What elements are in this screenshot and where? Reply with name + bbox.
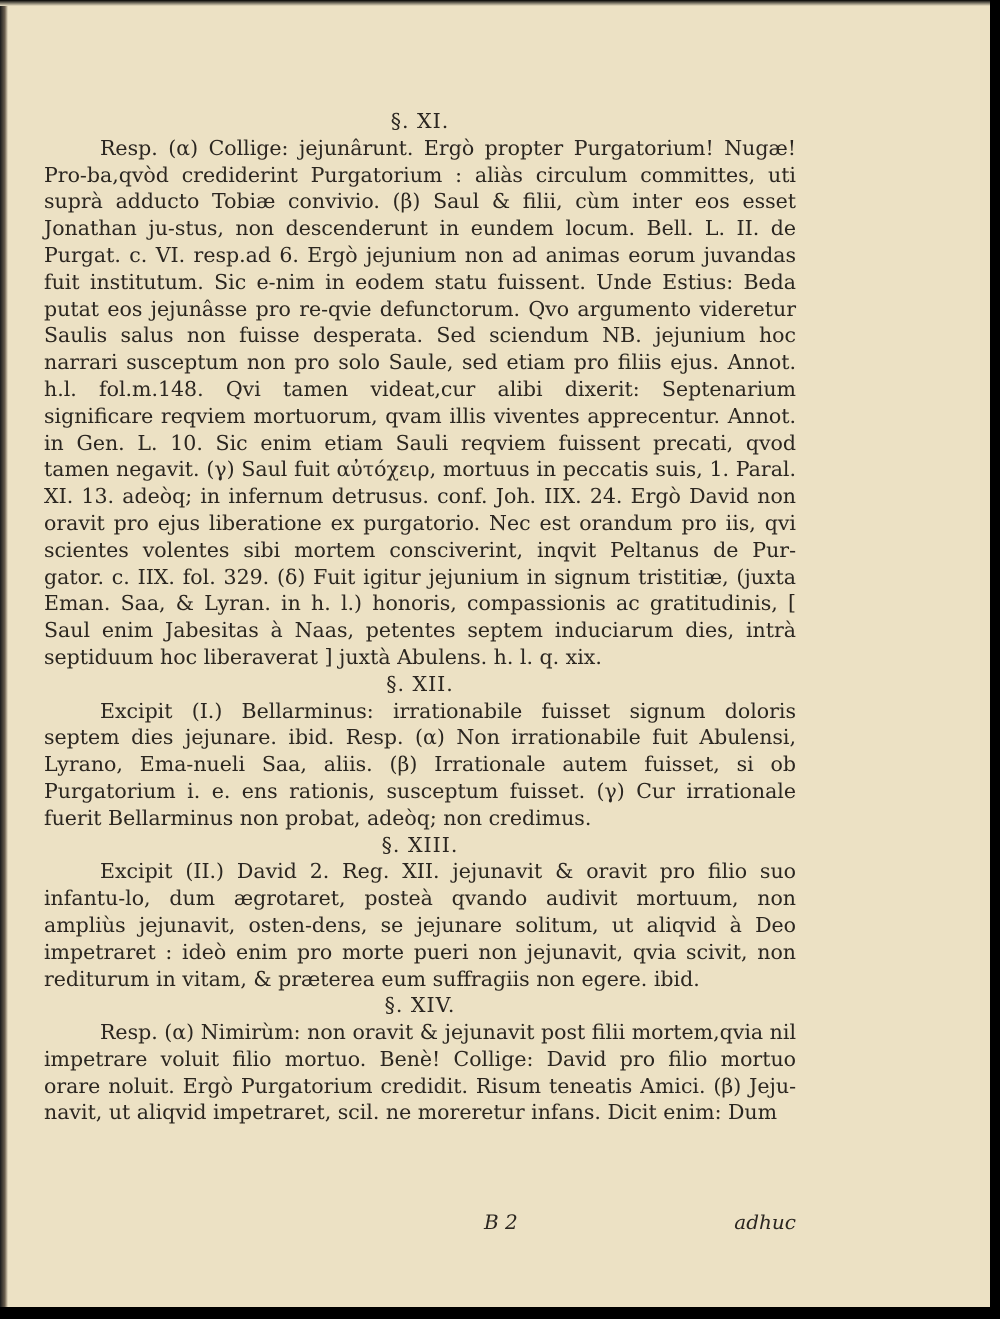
scan-border-right bbox=[990, 0, 1000, 1319]
paragraph: Excipit (II.) David 2. Reg. XII. jejunavit & oravit pro filio suo infantu-lo, dum ægrotaret, posteà qvando audivit mortuum, non ampliùs jejunavit, osten-dens, se jejunare solitum, ut aliqvid à Deo impetraret : ideò enim pro morte pueri non jejunavit, qvia scivit, non rediturum in vitam, & præterea eum suffragiis non egere. ibid. bbox=[44, 859, 796, 991]
page-body bbox=[44, 108, 796, 1126]
paragraph: Resp. (α) Collige: jejunârunt. Ergò propter Purgatorium! Nugæ! Pro-ba,qvòd crediderint Purgatorium : aliàs circulum committes, uti suprà adducto Tobiæ convivio. (β) Saul & filii, cùm inter eos esset Jonathan ju-stus, non descenderunt in eundem locum. Bell. L. II. de Purgat. c. VI. resp.ad 6. Ergò jejunium non ad animas eorum juvandas fuit institutum. Sic e-nim in eodem statu fuissent. Unde Estius: Beda putat eos jejunâsse pro re-qvie defunctorum. Qvo argumento videretur Saulis salus non fuisse desperata. Sed sciendum NB. jejunium hoc narrari susceptum non pro solo Saule, sed etiam pro filiis ejus. Annot. h.l. fol.m.148. Qvi tamen videat,cur alibi dixerit: Septenarium significare reqviem mortuorum, qvam illis viventes apprecentur. Annot. in Gen. L. 10. Sic enim etiam Sauli reqviem fuissent precati, qvod tamen negavit. (γ) Saul fuit αὐτόχειρ, mortuus in peccatis suis, 1. Paral. XI. 13. adeòq; in infernum detrusus. conf. Joh. IIX. 24. Ergò David non oravit pro ejus liberatione ex purgatorio. Nec est orandum pro iis, qvi scientes volentes sibi mortem consciverint, inqvit Peltanus de Pur-gator. c. IIX. fol. 329. (δ) Fuit igitur jejunium in signum tristitiæ, (juxta Eman. Saa, & Lyran. in h. l.) honoris, compassionis ac gratitudinis, [ Saul enim Jabesitas à Naas, petentes septem induciarum dies, intrà septiduum hoc liberaverat ] juxtà Abulens. h. l. q. xix. bbox=[44, 135, 796, 669]
scan-border-bottom bbox=[0, 1307, 1000, 1319]
section-heading: §. XIII. bbox=[381, 832, 459, 857]
catchword: adhuc bbox=[734, 1210, 796, 1234]
signature-mark: B 2 bbox=[484, 1210, 518, 1234]
page-edge-shadow bbox=[0, 0, 8, 1319]
paragraph: Excipit (I.) Bellarminus: irrationabile fuisset signum doloris septem dies jejunare. ibid. Resp. (α) Non irrationabile fuit Abulensi, Lyrano, Ema-nueli Saa, aliis. (β) Irrationale autem fuisset, si ob Purgatorium i. e. ens rationis, susceptum fuisset. (γ) Cur irrationale fuerit Bellarminus non probat, adeòq; non credimus. bbox=[44, 698, 796, 830]
section-heading: §. XIV. bbox=[384, 993, 456, 1018]
section-heading: §. XII. bbox=[386, 671, 454, 696]
page-footer bbox=[44, 1210, 796, 1240]
section-heading: §. XI. bbox=[390, 109, 450, 133]
page-top-shadow bbox=[0, 0, 1000, 6]
paragraph: Resp. (α) Nimirùm: non oravit & jejunavit post filii mortem,qvia nil impetrare voluit filio mortuo. Benè! Collige: David pro filio mortuo orare noluit. Ergò Purgatorium credidit. Risum teneatis Amici. (β) Jeju-navit, ut aliqvid impetraret, scil. ne moreretur infans. Dicit enim: Dum bbox=[44, 1020, 796, 1125]
